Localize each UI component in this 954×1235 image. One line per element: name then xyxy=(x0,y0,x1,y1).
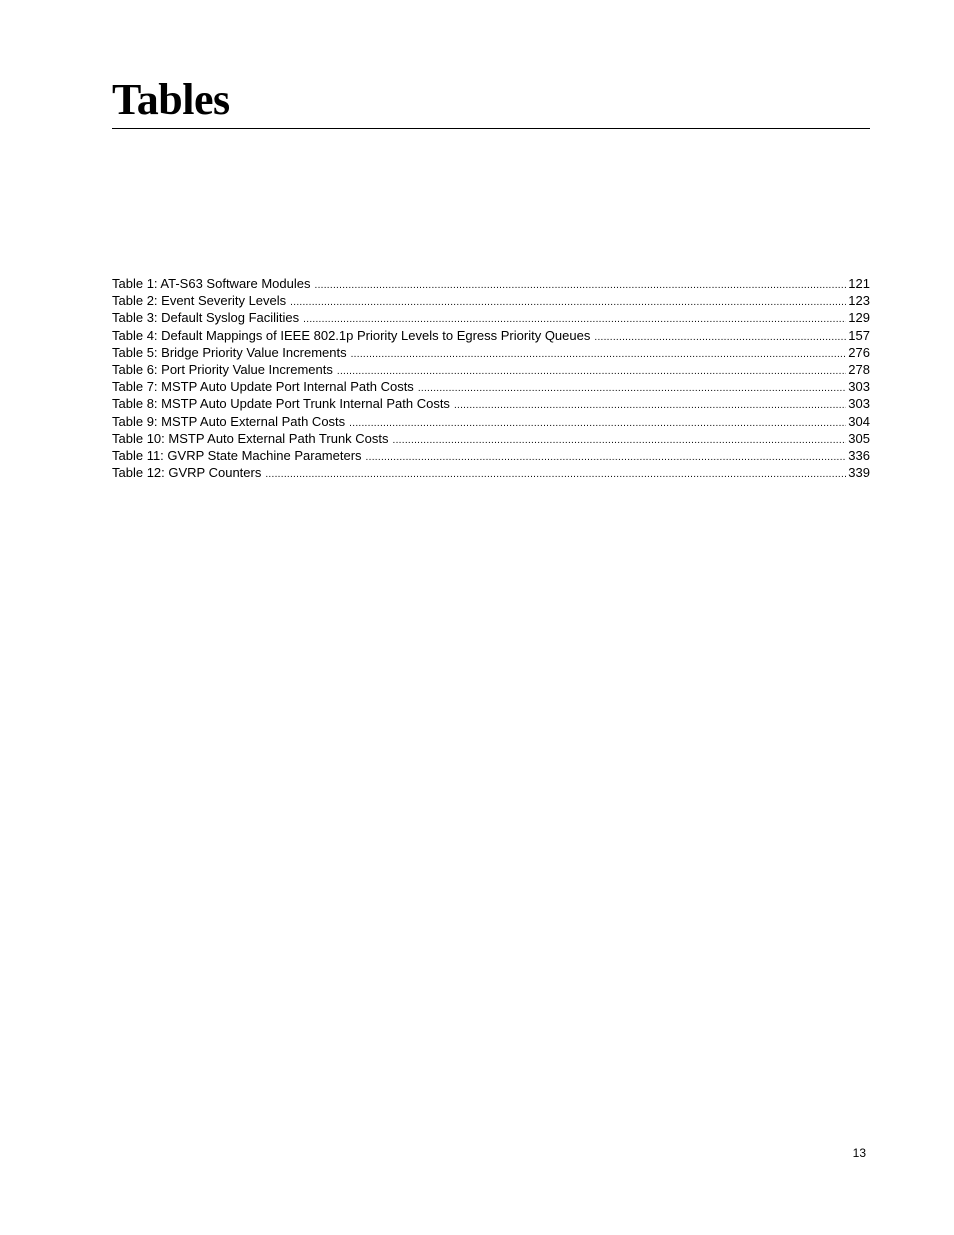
toc-entry-page: 123 xyxy=(848,293,870,309)
toc-dot-leader xyxy=(366,449,847,464)
toc-entry-label: Table 1: AT-S63 Software Modules xyxy=(112,276,311,291)
toc-entry[interactable] xyxy=(112,378,870,395)
toc-entry-label: Table 9: MSTP Auto External Path Costs xyxy=(112,413,346,429)
toc-entry-label: Table 8: MSTP Auto Update Port Trunk Internal Path Costs xyxy=(112,396,450,412)
toc-entry-label: Table 10: MSTP Auto External Path Trunk Costs xyxy=(112,430,389,446)
toc-dot-leader xyxy=(265,466,846,481)
toc-dot-leader xyxy=(594,329,846,344)
toc-entry-page: 339 xyxy=(848,465,870,481)
toc-entry-label: Table 7: MSTP Auto Update Port Internal Path Costs xyxy=(112,379,414,395)
toc-entry-page: 157 xyxy=(848,327,870,343)
toc-entry-page: 303 xyxy=(848,379,870,395)
page-title: Tables xyxy=(112,75,230,124)
toc-entry[interactable] xyxy=(112,344,870,361)
toc-entry[interactable] xyxy=(112,361,870,378)
toc-dot-leader xyxy=(454,397,846,412)
toc-entry-label: Table 2: Event Severity Levels xyxy=(112,293,287,309)
toc-dot-leader xyxy=(393,432,847,447)
toc-entry[interactable] xyxy=(112,275,870,292)
toc-entry[interactable] xyxy=(112,327,870,344)
toc-entry[interactable] xyxy=(112,292,870,309)
toc-entry-label: Table 4: Default Mappings of IEEE 802.1p Priority Levels to Egress Priority Queues xyxy=(112,327,591,343)
page-number: 13 xyxy=(852,1146,866,1160)
toc-entry[interactable] xyxy=(112,413,870,430)
toc-entry-page: 129 xyxy=(848,310,870,326)
toc-dot-leader xyxy=(290,294,846,309)
toc-entry-page: 303 xyxy=(848,396,870,412)
toc-entry-page: 336 xyxy=(848,447,870,463)
table-of-tables xyxy=(112,275,870,481)
toc-entry[interactable] xyxy=(112,464,870,481)
toc-dot-leader xyxy=(314,277,846,292)
toc-entry-page: 278 xyxy=(848,361,870,377)
toc-dot-leader xyxy=(303,311,846,326)
toc-entry[interactable] xyxy=(112,447,870,464)
toc-entry-page: 121 xyxy=(848,276,870,291)
toc-dot-leader xyxy=(337,363,846,378)
toc-dot-leader xyxy=(351,346,847,361)
toc-dot-leader xyxy=(418,380,846,395)
toc-dot-leader xyxy=(349,415,846,430)
toc-entry-label: Table 6: Port Priority Value Increments xyxy=(112,361,333,377)
toc-entry-label: Table 12: GVRP Counters xyxy=(112,465,262,481)
title-rule xyxy=(112,128,870,129)
toc-entry-label: Table 3: Default Syslog Facilities xyxy=(112,310,300,326)
toc-entry[interactable] xyxy=(112,395,870,412)
toc-entry-page: 304 xyxy=(848,413,870,429)
toc-entry[interactable] xyxy=(112,430,870,447)
toc-entry-page: 276 xyxy=(848,344,870,360)
toc-entry-label: Table 11: GVRP State Machine Parameters xyxy=(112,447,362,463)
toc-entry-page: 305 xyxy=(848,430,870,446)
toc-entry[interactable] xyxy=(112,309,870,326)
toc-entry-label: Table 5: Bridge Priority Value Increments xyxy=(112,344,347,360)
